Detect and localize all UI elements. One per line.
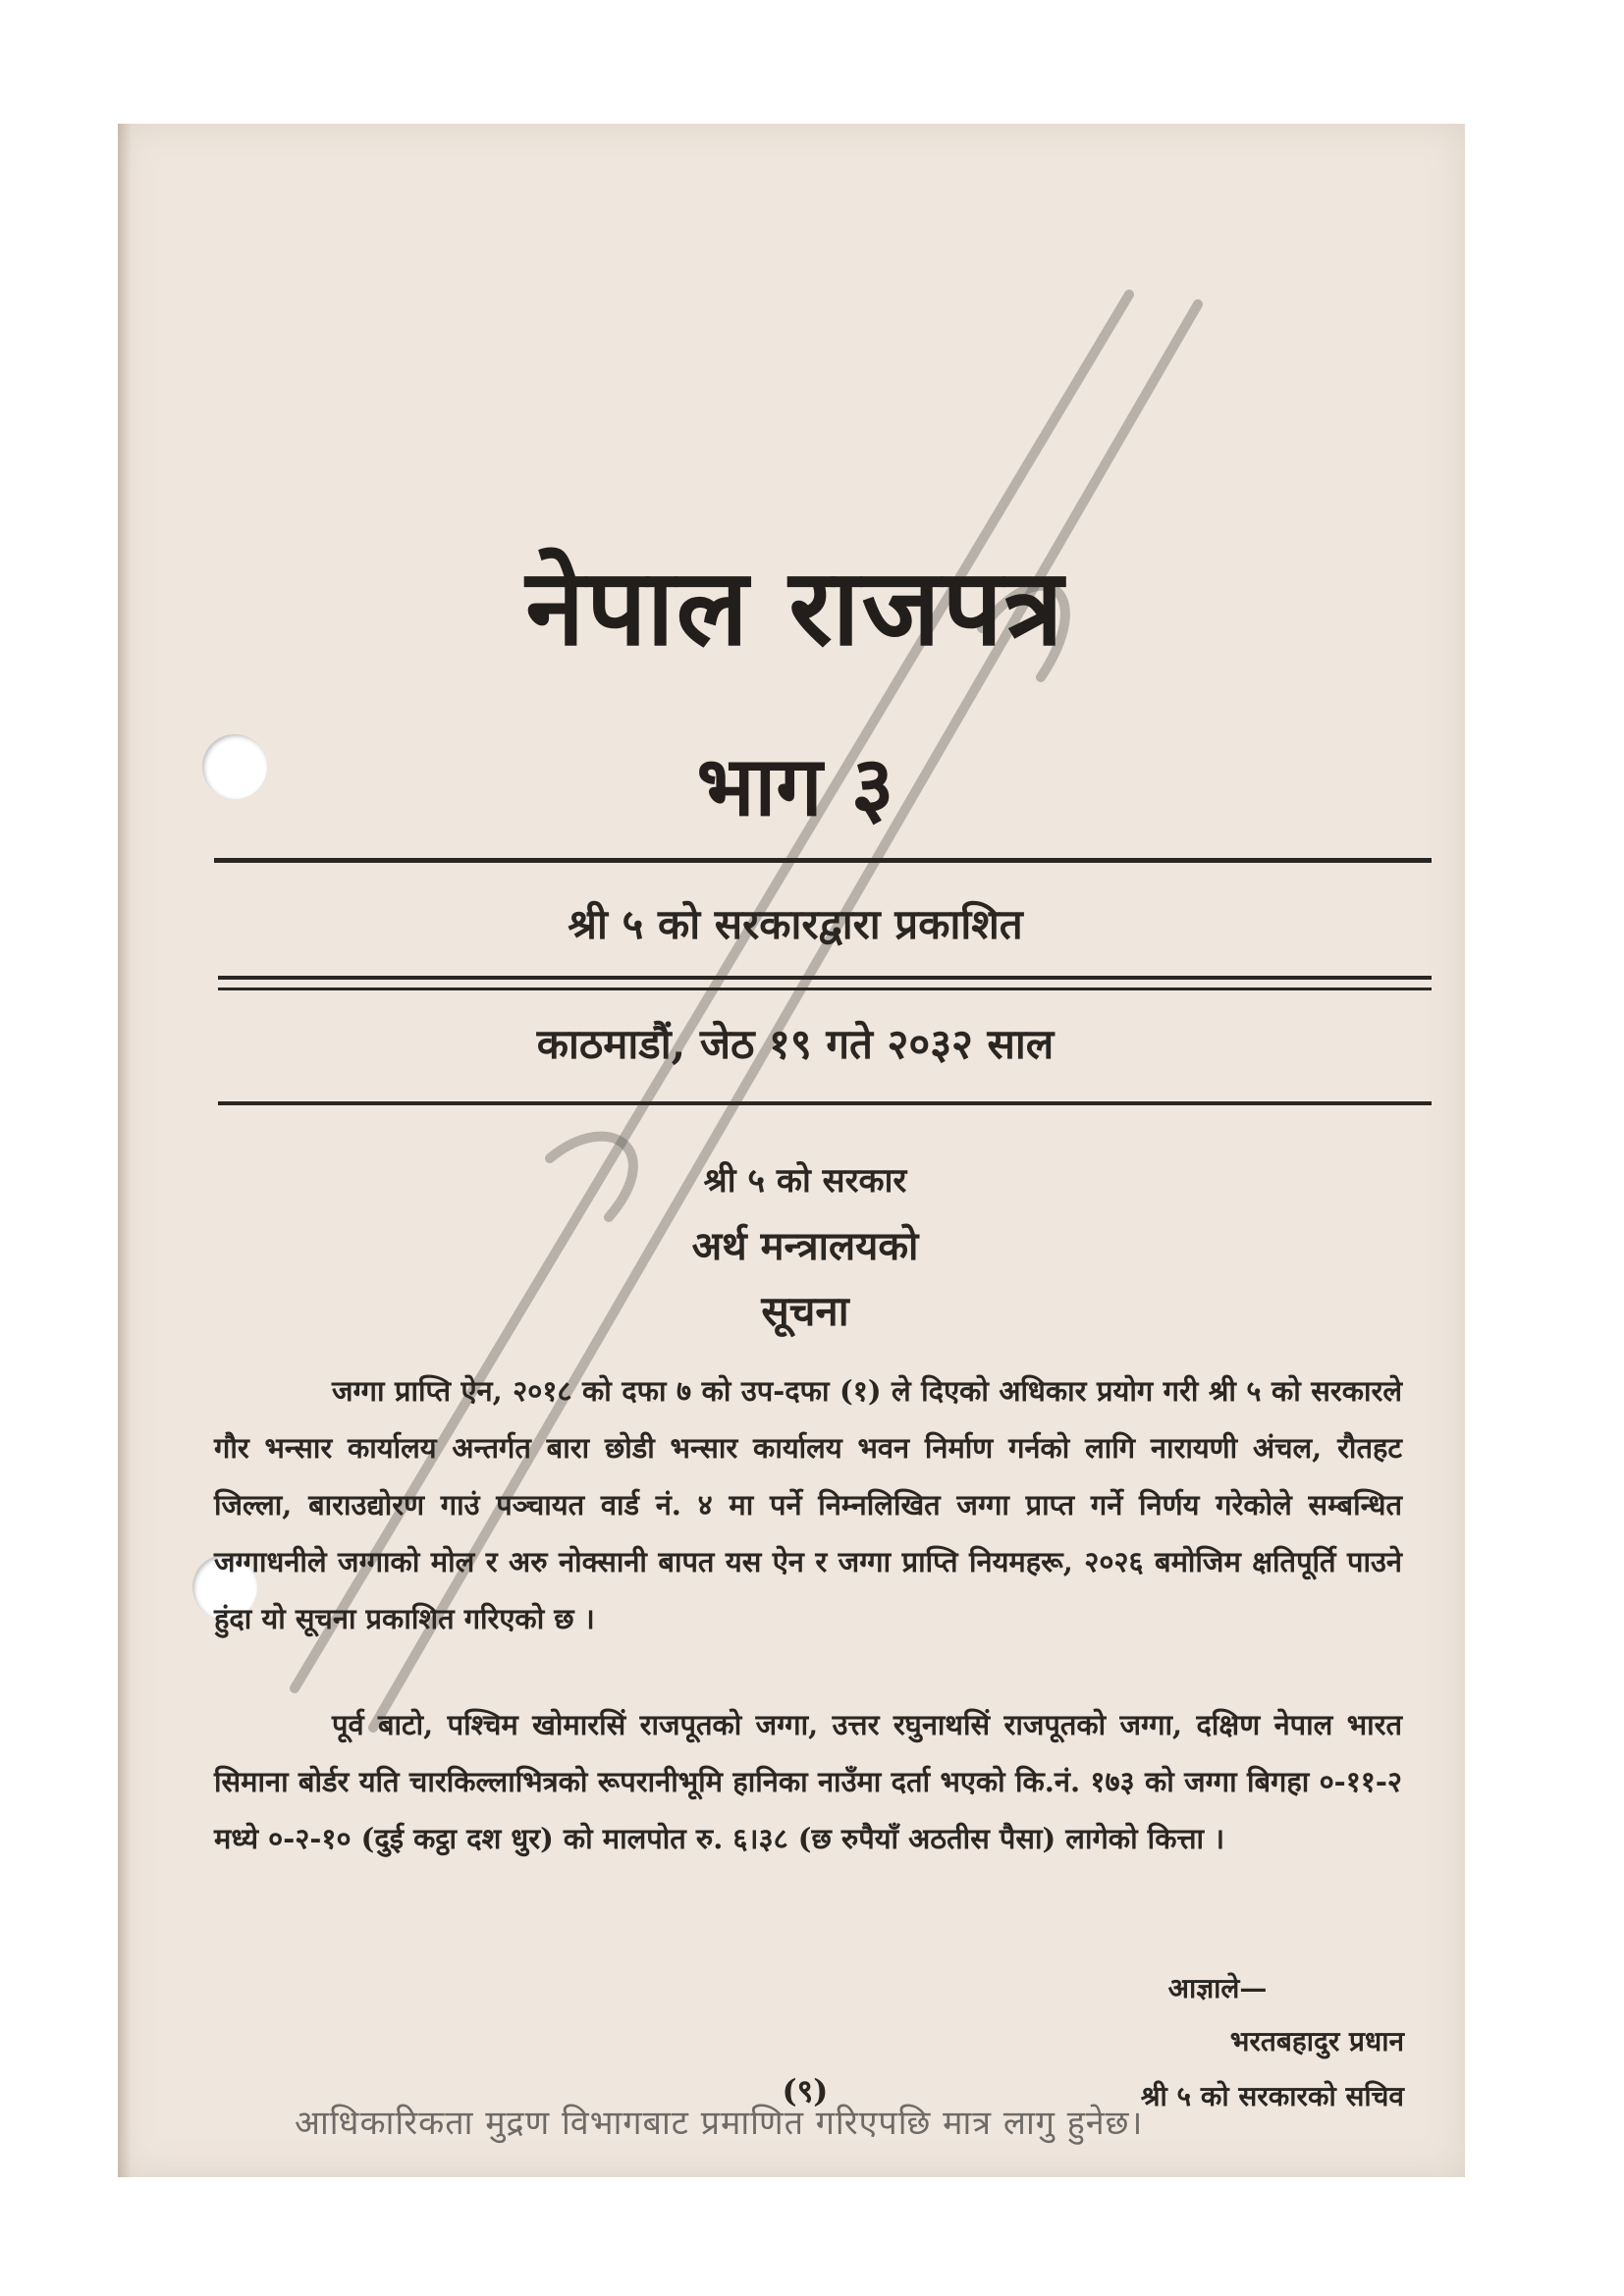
notice-paragraph-1: जग्गा प्राप्ति ऐन, २०१८ को दफा ७ को उप-दफा (१) ले दिएको अधिकार प्रयोग गरी श्री ५ को सरकारले गौर भन्सार कार्यालय अन्तर्गत बारा छोडी भन्सार कार्यालय भवन निर्माण गर्नको लागि नारायणी अंचल, रौतहट जिल्ला, बाराउद्योरण गाउं पञ्चायत वार्ड नं. ४ मा पर्ने निम्नलिखित जग्गा प्राप्त गर्ने निर्णय गरेकोले सम्बन्धित जग्गाधनीले जग्गाको मोल र अरु नोक्सानी बापत यस ऐन र जग्गा प्राप्ति नियमहरू, २०२६ बमोजिम क्षतिपूर्ति पाउने हुंदा यो सूचना प्रकाशित गरिएको छ ।: [214, 1374, 1402, 1635]
divider-double-b: [218, 988, 1432, 990]
divider-top: [214, 858, 1432, 863]
gazette-part-label: भाग ३: [696, 737, 894, 834]
certification-note: आधिकारिकता मुद्रण विभागबाट प्रमाणित गरिएपछि मात्र लागु हुनेछ।: [295, 2104, 1144, 2143]
divider-bottom: [218, 1101, 1432, 1105]
dateline: काठमाडौं, जेठ १९ गते २०३२ साल: [536, 1020, 1055, 1068]
signature-order: आज्ञाले—: [1167, 1972, 1268, 2004]
notice-paragraph-2: पूर्व बाटो, पश्चिम खोमारसिं राजपूतको जग्गा, उत्तर रघुनाथसिं राजपूतको जग्गा, दक्षिण नेपाल भारत सिमाना बोर्डर यति चारकिल्लाभित्रको रूपरानीभूमि हानिका नाउँमा दर्ता भएको कि.नं. १७३ को जग्गा बिगहा ०-११-२ मध्ये ०-२-१० (दुई कट्ठा दश धुर) को मालपोत रु. ६।३८ (छ रुपैयाँ अठतीस पैसा) लागेको कित्ता ।: [214, 1708, 1402, 1855]
signature-title: श्री ५ को सरकारको सचिव: [1140, 2080, 1404, 2112]
gazette-masthead: नेपाल राजपत्र: [525, 546, 1065, 669]
page-number: (९): [782, 2072, 829, 2109]
heading-ministry: अर्थ मन्त्रालयको: [691, 1223, 919, 1269]
heading-notice: सूचना: [761, 1287, 849, 1335]
signature-name: भरतबहादुर प्रधान: [1229, 2025, 1404, 2057]
heading-government: श्री ५ को सरकार: [703, 1161, 907, 1201]
divider-double-a: [218, 976, 1432, 980]
publisher-line: श्री ५ को सरकारद्वारा प्रकाशित: [568, 900, 1023, 948]
